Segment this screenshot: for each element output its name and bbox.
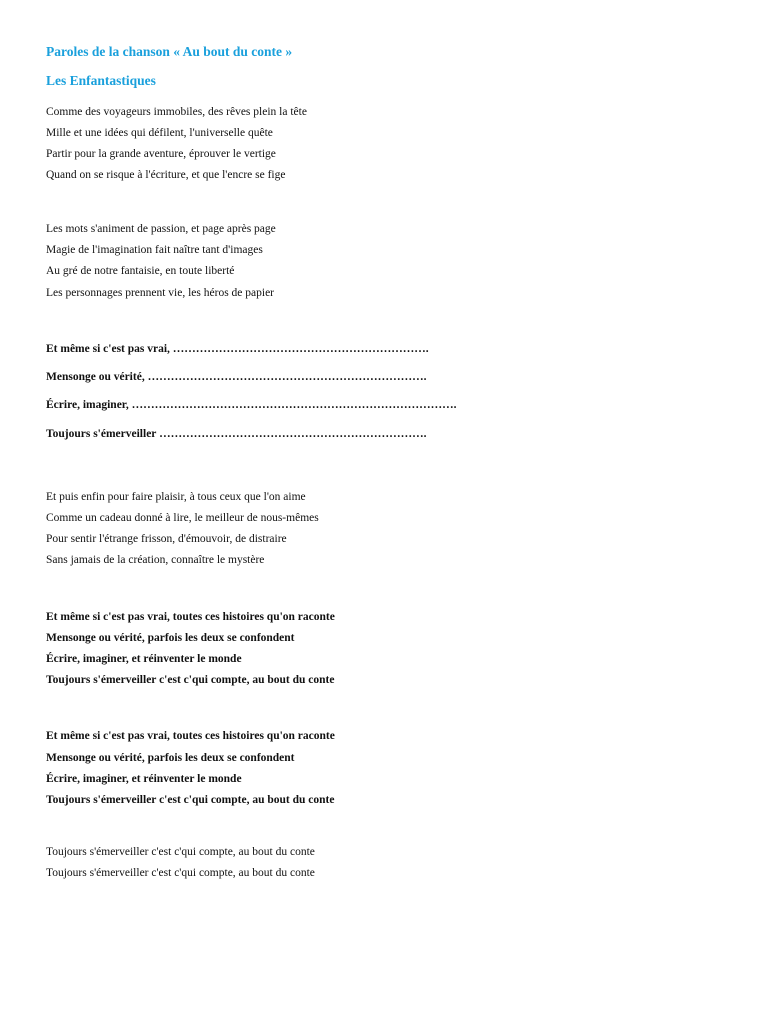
lyric-line: Pour sentir l'étrange frisson, d'émouvoir, de distraire [46,533,287,545]
lyric-line: Les mots s'animent de passion, et page après page [46,223,276,235]
artist-name: Les Enfantastiques [46,73,156,88]
lyric-line: Sans jamais de la création, connaître le mystère [46,554,265,566]
lyric-line: Comme un cadeau donné à lire, le meilleur de nous-mêmes [46,512,319,524]
chorus-line: Et même si c'est pas vrai, toutes ces histoires qu'on raconte [46,730,335,742]
chorus-line: Et même si c'est pas vrai, toutes ces histoires qu'on raconte [46,611,335,623]
lyric-line: Mille et une idées qui défilent, l'universelle quête [46,127,273,139]
lyric-line: Au gré de notre fantaisie, en toute liberté [46,265,235,277]
lyric-line: Toujours s'émerveiller c'est c'qui compte, au bout du conte [46,867,315,879]
lyric-line: Magie de l'imagination fait naître tant d'images [46,244,263,256]
lyric-line: Les personnages prennent vie, les héros de papier [46,287,275,299]
fill-in-line: Mensonge ou vérité, ………………………………………………………………. [46,371,427,383]
chorus-line: Mensonge ou vérité, parfois les deux se confondent [46,752,295,764]
chorus-line: Écrire, imaginer, et réinventer le monde [46,653,242,665]
lyric-line: Comme des voyageurs immobiles, des rêves plein la tête [46,106,307,118]
lyric-line: Quand on se risque à l'écriture, et que l'encre se fige [46,169,286,181]
fill-in-line: Toujours s'émerveiller ……………………………………………………………. [46,428,427,440]
chorus-line: Toujours s'émerveiller c'est c'qui compte, au bout du conte [46,794,335,806]
lyric-line: Partir pour la grande aventure, éprouver le vertige [46,148,276,160]
fill-in-line: Écrire, imaginer, …………………………………………………………………………. [46,399,457,411]
chorus-line: Toujours s'émerveiller c'est c'qui compte, au bout du conte [46,674,335,686]
lyric-line: Et puis enfin pour faire plaisir, à tous ceux que l'on aime [46,491,306,503]
song-title: Paroles de la chanson « Au bout du conte » [46,44,293,59]
chorus-line: Écrire, imaginer, et réinventer le monde [46,773,242,785]
chorus-line: Mensonge ou vérité, parfois les deux se confondent [46,632,295,644]
fill-in-line: Et même si c'est pas vrai, …………………………………………………………. [46,343,429,355]
lyric-line: Toujours s'émerveiller c'est c'qui compte, au bout du conte [46,846,315,858]
